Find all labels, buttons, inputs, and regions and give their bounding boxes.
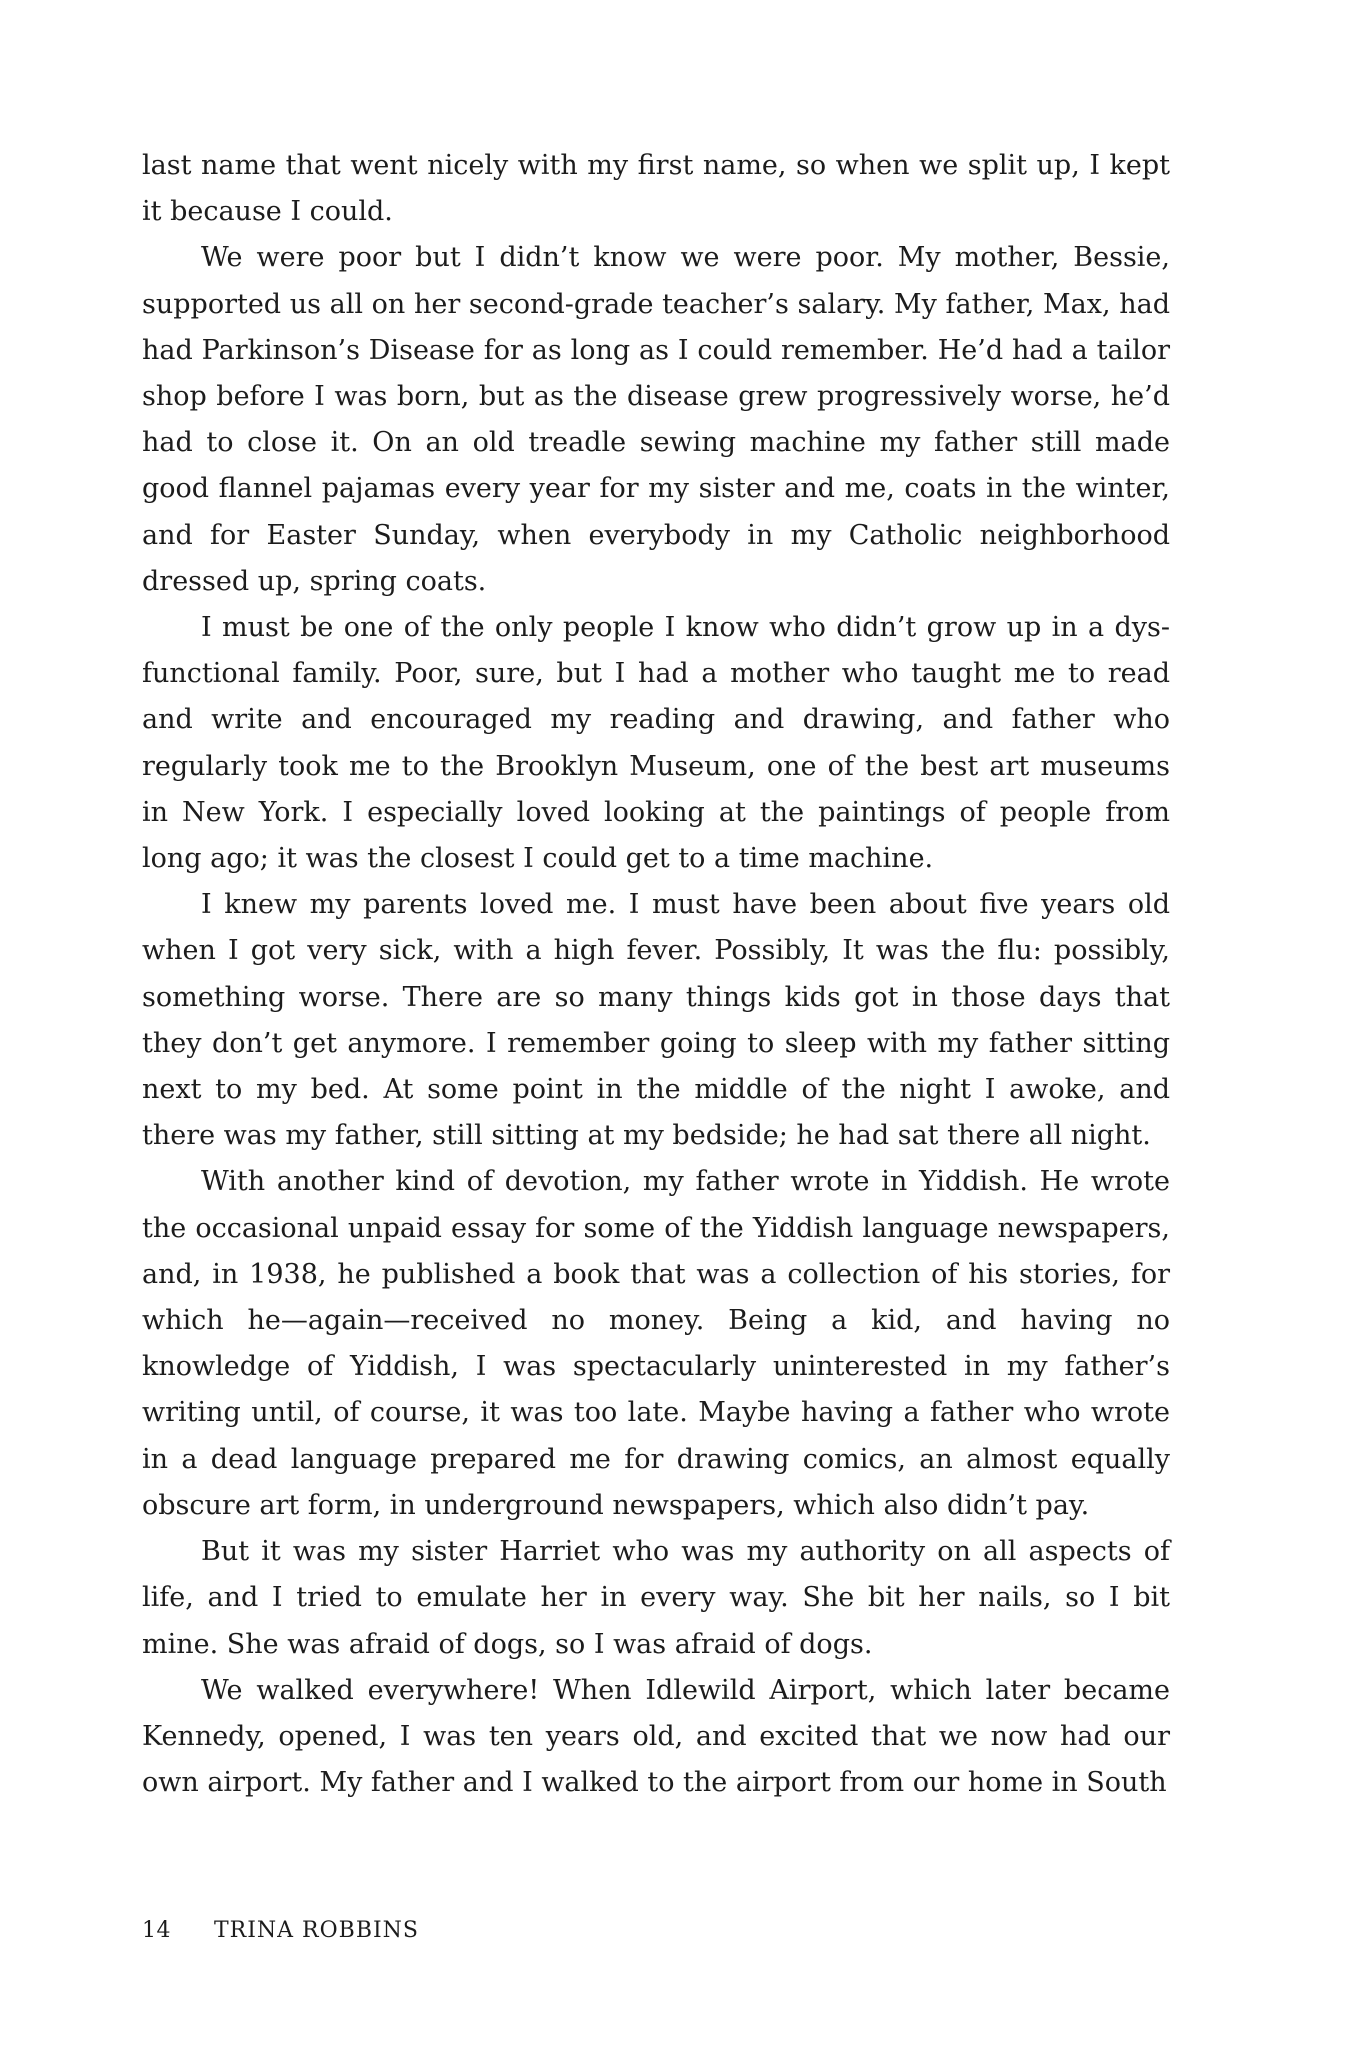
paragraph-poverty: We were poor but I didn’t know we were poor. My mother, Bessie, supported us all on her second-grade teacher’s salary. My father, Max, had had Parkinson’s Disease for as long as I could remember. He’d had a tailor shop before I was born, but as the disease grew progressively worse, he’d had to close it. On an old treadle sewing machine my father still made good flannel pajamas every year for my sister and me, coats in the winter, and for Easter Sunday, when everybody in my Catholic neighborhood dressed up, spring coats. xyxy=(142,242,1170,597)
paragraph-sister: But it was my sister Harriet who was my authority on all aspects of life, and I tried to emulate her in every way. She bit her nails, so I bit mine. She was afraid of dogs, so I was afraid of dogs. xyxy=(142,1536,1170,1660)
paragraph-airport: We walked everywhere! When Idlewild Airport, which later became Kennedy, opened, I was ten years old, and excited that we now had our own airport. My father and I walked to the airport from our home in South xyxy=(142,1674,1170,1799)
page-number: 14 xyxy=(142,1918,171,1943)
paragraph-yiddish: With another kind of devotion, my father wrote in Yiddish. He wrote the occasional unpaid essay for some of the Yiddish language newspapers, and, in 1938, he published a book that was a collection of his stories, for which he—again—received no money. Being a kid, and having no knowledge of Yiddish, I was spectacularly uninterested in my father’s writing until, of course, it was too late. Maybe having a father who wrote in a dead language prepared me for drawing comics, an almost equally obscure art form, in underground newspapers, which also didn’t pay. xyxy=(142,1166,1170,1521)
paragraph-continued: last name that went nicely with my first name, so when we split up, I kept it because I could. xyxy=(142,150,1170,228)
body-text xyxy=(142,143,1170,1806)
running-head: TRINA ROBBINS xyxy=(214,1918,420,1943)
page-footer xyxy=(142,1918,419,1943)
paragraph-family: I must be one of the only people I know who didn’t grow up in a dysfunctional family. Poor, sure, but I had a mother who taught me to read and write and encouraged my reading and drawing, and father who regularly took me to the Brooklyn Museum, one of the best art museums in New York. I especially loved looking at the paintings of people from long ago; it was the closest I could get to a time machine. xyxy=(142,612,1170,875)
paragraph-illness: I knew my parents loved me. I must have been about five years old when I got very sick, with a high fever. Possibly, It was the flu: possibly, something worse. There are so many things kids got in those days that they don’t get anymore. I remember going to sleep with my father sitting next to my bed. At some point in the middle of the night I awoke, and there was my father, still sitting at my bedside; he had sat there all night. xyxy=(142,889,1170,1152)
